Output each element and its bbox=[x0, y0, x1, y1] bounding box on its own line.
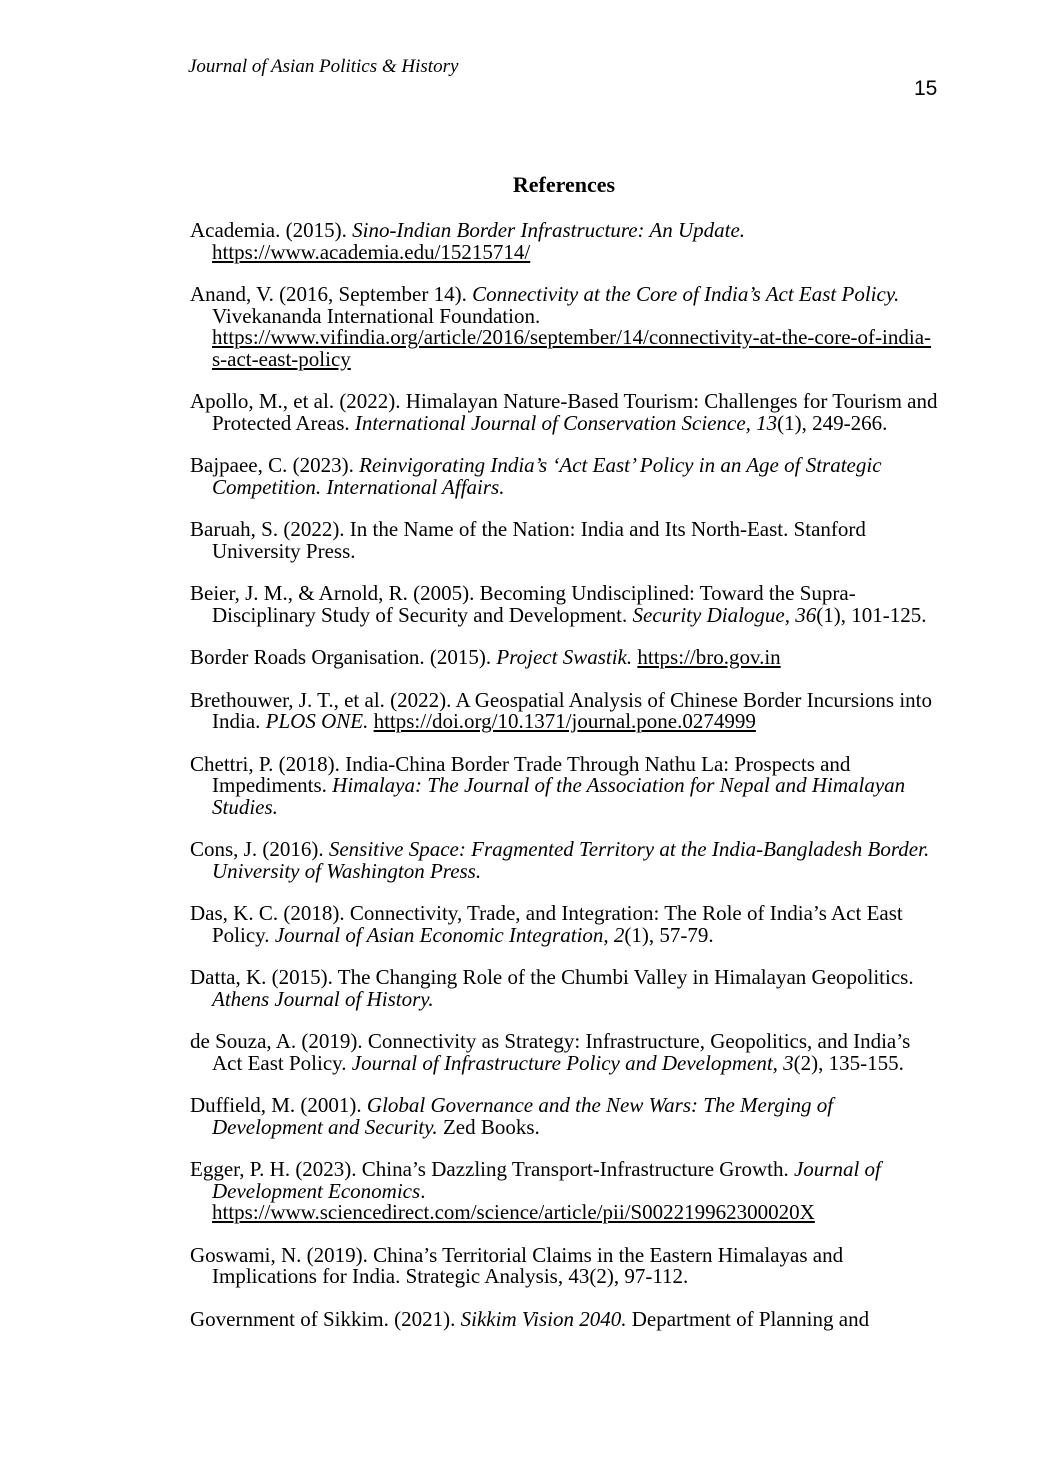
reference-entry bbox=[190, 583, 942, 626]
reference-text: (1), 57-79. bbox=[624, 922, 714, 947]
reference-text: Datta, K. (2015). The Changing Role of the Chumbi Valley in Himalayan Geopolitics. bbox=[190, 965, 914, 989]
references-list bbox=[190, 220, 942, 1351]
reference-text: Egger, P. H. (2023). China’s Dazzling Transport-Infrastructure Growth. bbox=[190, 1157, 794, 1181]
reference-text: Academia. (2015). bbox=[190, 218, 353, 242]
reference-text: de Souza, A. (2019). Connectivity as Strategy: Infrastructure, Geopolitics, and India’s Act East Policy. bbox=[190, 1029, 911, 1075]
reference-text: Brethouwer, J. T., et al. (2022). A Geospatial Analysis of Chinese Border Incursions into India. bbox=[190, 687, 933, 733]
reference-text: Vivekananda International Foundation. bbox=[212, 303, 541, 328]
reference-entry bbox=[190, 519, 942, 562]
page-number: 15 bbox=[914, 77, 938, 100]
reference-text: Chettri, P. (2018). India-China Border Trade Through Nathu La: Prospects and Impediments. bbox=[190, 751, 851, 797]
reference-entry bbox=[190, 1159, 942, 1224]
reference-text: (2), 135-155. bbox=[793, 1050, 904, 1075]
reference-entry bbox=[190, 1095, 942, 1138]
reference-entry bbox=[190, 967, 942, 1010]
reference-link[interactable]: https://bro.gov.in bbox=[637, 645, 781, 669]
reference-italic-text: Sikkim Vision 2040. bbox=[460, 1306, 627, 1331]
reference-entry bbox=[190, 687, 942, 733]
reference-text: Baruah, S. (2022). In the Name of the Nation: India and Its North-East. Stanford University Press. bbox=[190, 517, 866, 563]
reference-entry bbox=[190, 1242, 942, 1288]
reference-text: Das, K. C. (2018). Connectivity, Trade, and Integration: The Role of India’s Act East Policy. bbox=[190, 901, 903, 947]
reference-entry bbox=[190, 1306, 942, 1331]
reference-italic-text: Journal of Infrastructure Policy and Development, 3 bbox=[351, 1050, 794, 1075]
reference-link[interactable]: https://www.sciencedirect.com/science/article/pii/S002219962300020X bbox=[212, 1200, 815, 1224]
reference-text: Goswami, N. (2019). China’s Territorial Claims in the Eastern Himalayas and Implications for India. Strategic Analysis, 43(2), 97-112. bbox=[190, 1242, 844, 1288]
reference-italic-text: Sensitive Space: Fragmented Territory at the India-Bangladesh Border. University of Washington Press. bbox=[212, 837, 930, 883]
reference-italic-text: Sino-Indian Border Infrastructure: An Update. bbox=[352, 218, 746, 242]
reference-text: Zed Books. bbox=[437, 1114, 540, 1139]
reference-entry bbox=[190, 751, 942, 819]
reference-text: Anand, V. (2016, September 14). bbox=[190, 282, 473, 306]
reference-entry bbox=[190, 284, 942, 370]
reference-italic-text: Reinvigorating India’s ‘Act East’ Policy in an Age of Strategic Competition. International Affairs. bbox=[212, 453, 882, 499]
reference-italic-text: Global Governance and the New Wars: The Merging of Development and Security. bbox=[212, 1093, 834, 1139]
reference-link[interactable]: https://doi.org/10.1371/journal.pone.0274999 bbox=[373, 709, 756, 733]
reference-text: Duffield, M. (2001). bbox=[190, 1093, 367, 1117]
reference-italic-text: Connectivity at the Core of India’s Act East Policy. bbox=[472, 282, 900, 306]
reference-text: Government of Sikkim. (2021). bbox=[190, 1306, 461, 1331]
reference-text: . bbox=[420, 1178, 426, 1203]
running-header-journal-title: Journal of Asian Politics & History bbox=[188, 56, 459, 77]
reference-text: Border Roads Organisation. (2015). bbox=[190, 645, 497, 669]
reference-entry bbox=[190, 1031, 942, 1074]
reference-italic-text: Journal of Asian Economic Integration, 2 bbox=[274, 922, 625, 947]
reference-text: Apollo, M., et al. (2022). Himalayan Nature-Based Tourism: Challenges for Tourism and Protected Areas. bbox=[190, 389, 938, 435]
reference-italic-text: Project Swastik. bbox=[496, 645, 633, 669]
reference-entry bbox=[190, 455, 942, 498]
reference-text: (1), 101-125. bbox=[816, 602, 927, 627]
reference-italic-text: Athens Journal of History. bbox=[212, 986, 434, 1011]
reference-entry bbox=[190, 903, 942, 946]
reference-link[interactable]: https://www.vifindia.org/article/2016/september/14/connectivity-at-the-core-of-india-s-act-east-policy bbox=[212, 325, 932, 371]
reference-text: Cons, J. (2016). bbox=[190, 837, 329, 861]
references-section-title: References bbox=[512, 172, 616, 197]
reference-text: Bajpaee, C. (2023). bbox=[190, 453, 360, 477]
reference-entry bbox=[190, 391, 942, 434]
reference-text: Department of Planning and bbox=[626, 1306, 870, 1331]
reference-link[interactable]: https://www.academia.edu/15215714/ bbox=[212, 239, 531, 264]
reference-text: (1), 249-266. bbox=[777, 410, 888, 435]
reference-italic-text: Security Dialogue, 36 bbox=[632, 602, 817, 627]
reference-italic-text: PLOS ONE. bbox=[265, 709, 369, 733]
reference-italic-text: Himalaya: The Journal of the Association for Nepal and Himalayan Studies. bbox=[212, 773, 906, 819]
reference-entry bbox=[190, 220, 942, 263]
reference-italic-text: Journal of Development Economics bbox=[212, 1157, 881, 1203]
reference-entry bbox=[190, 839, 942, 882]
reference-italic-text: International Journal of Conservation Science, 13 bbox=[354, 410, 778, 435]
reference-entry bbox=[190, 647, 942, 669]
reference-text: Beier, J. M., & Arnold, R. (2005). Becoming Undisciplined: Toward the Supra-Disciplinary Study of Security and Development. bbox=[190, 581, 856, 627]
